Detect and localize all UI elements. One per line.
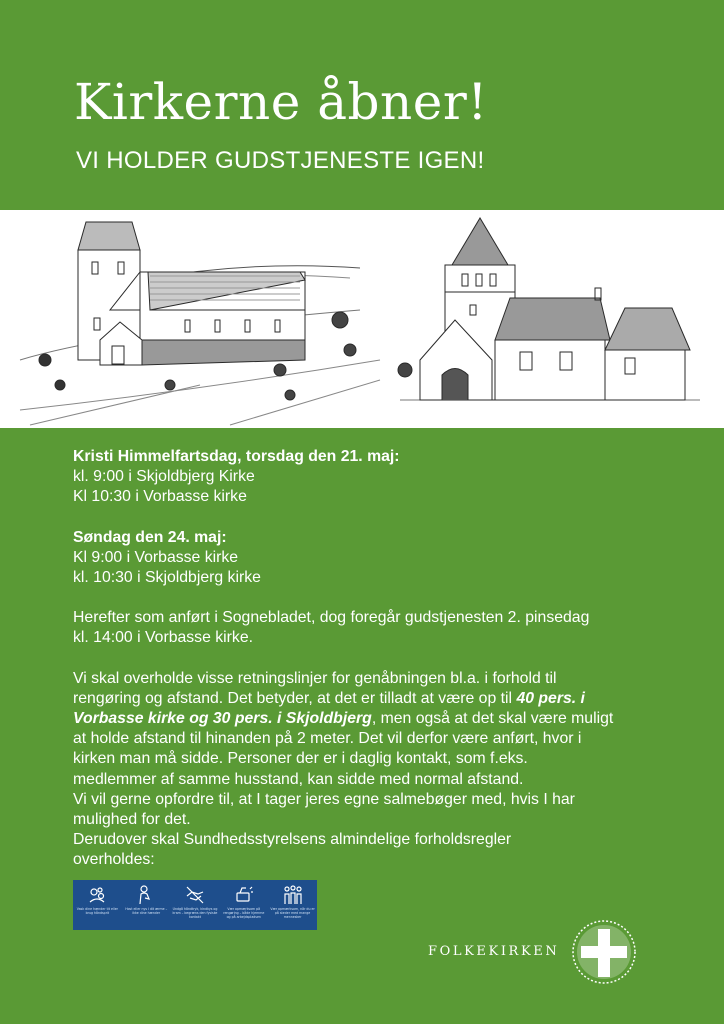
- service-line: Kl 9:00 i Vorbasse kirke: [73, 548, 239, 566]
- handwash-icon: [86, 884, 108, 906]
- guideline-text: rengøring og afstand. Det betyder, at det er tilladt at være op til: [73, 689, 517, 707]
- guideline-line: [73, 689, 693, 709]
- health-item: [270, 884, 316, 919]
- guideline-line: Derudover skal Sundhedsstyrelsens almindelige forholdsregler: [73, 831, 512, 849]
- health-caption: Host eller nys i dit ærme – ikke dine hænder: [125, 907, 168, 915]
- service-line: kl. 9:00 i Skjoldbjerg Kirke: [73, 468, 255, 486]
- service-line: Kl 10:30 i Vorbasse kirke: [73, 488, 247, 506]
- health-item: [74, 884, 120, 919]
- churches-drawing: [0, 210, 724, 428]
- churches-illustration: [0, 210, 724, 428]
- notice-line: Herefter som anført i Sognebladet, dog foregår gudstjenesten 2. pinsedag: [73, 609, 590, 627]
- guideline-text: , men også at det skal være muligt: [371, 710, 614, 728]
- health-caption: Vær opmærksom, når du er på steder med mange mennesker: [270, 907, 315, 919]
- health-caption: Undgå håndtryk, kindkys og kram – begræns den fysiske kontakt: [172, 907, 218, 919]
- capacity-highlight: Vorbasse kirke og 30 pers. i Skjoldbjerg: [73, 710, 372, 728]
- cough-icon: [135, 884, 157, 906]
- page-subtitle: VI HOLDER GUDSTJENESTE IGEN!: [76, 147, 485, 174]
- capacity-highlight: 40 pers. i: [516, 689, 585, 707]
- service-line: kl. 10:30 i Skjoldbjerg kirke: [73, 569, 261, 587]
- folkekirken-wordmark: FOLKEKIRKEN: [428, 944, 560, 959]
- cross-logo-icon: [571, 919, 637, 985]
- guideline-line: [73, 709, 693, 729]
- notice-line: kl. 14:00 i Vorbasse kirke.: [73, 629, 253, 647]
- no-handshake-icon: [184, 884, 206, 906]
- health-guidelines-banner: [73, 880, 317, 930]
- service-heading: Kristi Himmelfartsdag, torsdag den 21. maj:: [73, 448, 400, 465]
- guideline-line: at holde afstand til hinanden på 2 meter. Det vil derfor være anført, hvor i: [73, 730, 582, 748]
- health-item: [172, 884, 218, 919]
- guideline-line: Vi skal overholde visse retningslinjer for genåbningen bl.a. i forhold til: [73, 669, 557, 687]
- health-item: [221, 884, 267, 919]
- folkekirken-logo: [571, 919, 637, 989]
- content: [73, 447, 693, 871]
- guideline-line: mulighed for det.: [73, 811, 191, 829]
- distance-icon: [282, 884, 304, 906]
- guideline-line: Vi vil gerne opfordre til, at I tager jeres egne salmebøger med, hvis I har: [73, 790, 575, 808]
- page-title: Kirkerne åbner!: [74, 73, 488, 131]
- cleaning-icon: [233, 884, 255, 906]
- guideline-line: medlemmer af samme husstand, kan sidde med normal afstand.: [73, 770, 524, 788]
- health-item: [123, 884, 169, 919]
- guideline-line: overholdes:: [73, 851, 155, 869]
- health-caption: Vask dine hænder tit eller brug håndsprit: [76, 907, 118, 915]
- health-caption: Vær opmærksom på rengøring – både hjemme og på arbejdspladsen: [223, 907, 265, 919]
- service-heading: Søndag den 24. maj:: [73, 528, 227, 546]
- guideline-line: kirken man må sidde. Personer der er i daglig kontakt, som f.eks.: [73, 750, 528, 768]
